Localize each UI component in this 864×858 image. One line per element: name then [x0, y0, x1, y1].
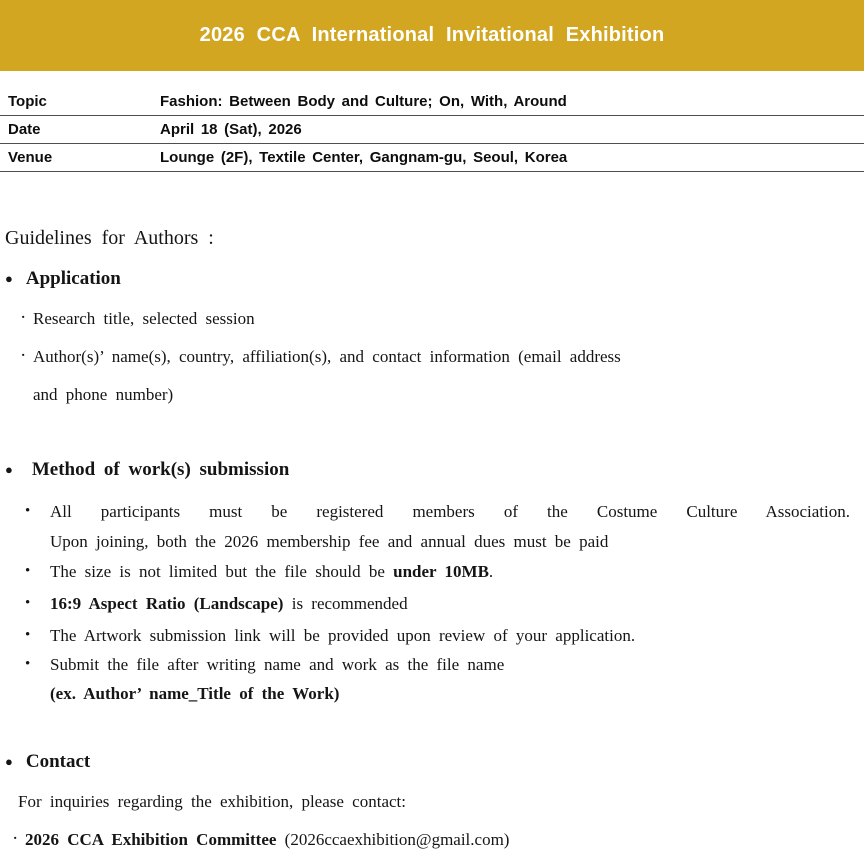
list-item-text-bold: under 10MB [393, 562, 489, 581]
dot-bullet-icon: • [25, 627, 31, 643]
list-item-text: Research title, selected session [33, 309, 255, 328]
bullet-icon: ● [5, 271, 13, 286]
section-title-application [5, 267, 850, 291]
guidelines-body [0, 225, 864, 850]
list-item [5, 501, 850, 522]
section-title-text: Contact [25, 751, 91, 772]
section-title-contact [5, 750, 850, 774]
list-item-text-bold: 16:9 Aspect Ratio (Landscape) [50, 594, 284, 613]
list-item-text: The size is not limited but the file should be [50, 562, 394, 581]
dot-bullet-icon: • [25, 563, 31, 579]
dot-bullet-icon: · [20, 307, 27, 328]
title-banner [0, 0, 864, 71]
dot-bullet-icon: · [12, 828, 19, 849]
row-label: Venue [8, 149, 53, 166]
row-label: Topic [8, 93, 47, 110]
section-title-text: Application [25, 268, 121, 289]
table-row-venue [0, 144, 864, 172]
list-item-text: Submit the file after writing name and work as the file name [50, 655, 505, 674]
list-item [5, 829, 850, 850]
contact-intro: For inquiries regarding the exhibition, please contact: [18, 792, 406, 811]
list-item-continuation: Upon joining, both the 2026 membership fee and annual dues must be paid [50, 532, 609, 551]
list-item [5, 654, 850, 675]
list-item [5, 346, 850, 367]
list-item [5, 625, 850, 646]
row-value: Fashion: Between Body and Culture; On, With, Around [160, 93, 567, 110]
list-item [5, 308, 850, 329]
list-item-text: . [488, 562, 494, 581]
list-item-text: The Artwork submission link will be provided upon review of your application. [50, 626, 636, 645]
dot-bullet-icon: • [25, 595, 31, 611]
list-item [5, 561, 850, 582]
contact-committee-email: (2026ccaexhibition@gmail.com) [276, 830, 510, 849]
list-item-text: is recommended [283, 594, 408, 613]
row-value: Lounge (2F), Textile Center, Gangnam-gu, Seoul, Korea [160, 149, 568, 166]
list-item-text: Author(s)’ name(s), country, affiliation(s), and contact information (email address [33, 347, 621, 366]
bullet-icon: ● [5, 462, 13, 477]
section-title-method [5, 458, 850, 482]
table-row-topic [0, 88, 864, 116]
page-title: 2026 CCA International Invitational Exhibition [199, 24, 665, 46]
event-info-table [0, 88, 864, 172]
list-item-continuation: (ex. Author’ name_Title of the Work) [50, 684, 340, 703]
row-label: Date [8, 121, 41, 138]
row-value: April 18 (Sat), 2026 [160, 121, 302, 138]
list-item-continuation: and phone number) [33, 385, 174, 404]
contact-committee-name: 2026 CCA Exhibition Committee [25, 830, 277, 849]
section-title-text: Method of work(s) submission [31, 459, 290, 480]
dot-bullet-icon: • [25, 503, 31, 519]
table-row-date [0, 116, 864, 144]
dot-bullet-icon: · [20, 345, 27, 366]
bullet-icon: ● [5, 754, 13, 769]
dot-bullet-icon: • [25, 656, 31, 672]
list-item [5, 593, 850, 614]
guidelines-heading: Guidelines for Authors : [5, 227, 214, 249]
list-item-text: All participants must be registered members of the Costume Culture Association. [50, 502, 850, 521]
